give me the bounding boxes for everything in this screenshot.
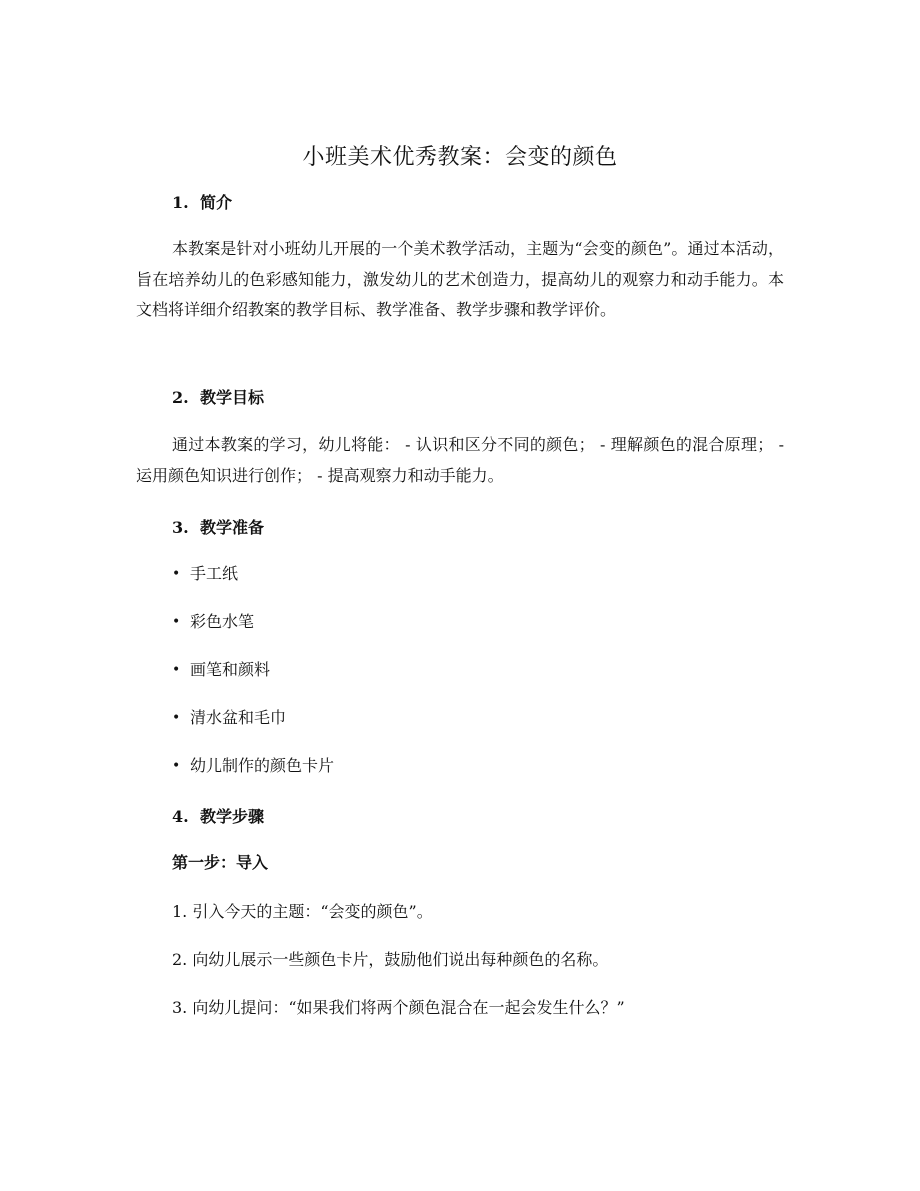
section-number: 1.	[172, 193, 189, 212]
section-heading-steps	[172, 804, 264, 827]
step-one-heading: 第一步：导入	[172, 853, 269, 872]
section-heading-objectives	[172, 385, 264, 408]
section-heading-intro	[172, 190, 232, 213]
step-list	[172, 898, 625, 1042]
list-item: 3. 向幼儿提问：“如果我们将两个颜色混合在一起会发生什么？”	[172, 998, 625, 1017]
section-heading-preparation	[172, 515, 264, 538]
section-number: 2.	[172, 388, 189, 407]
section-number: 3.	[172, 518, 189, 537]
intro-paragraph: 本教案是针对小班幼儿开展的一个美术教学活动，主题为“会变的颜色”。通过本活动，旨在培养幼儿的色彩感知能力，激发幼儿的艺术创造力，提高幼儿的观察力和动手能力。本文档将详细介绍教案的教学目标、教学准备、教学步骤和教学评价。	[136, 239, 784, 319]
list-item: 2. 向幼儿展示一些颜色卡片，鼓励他们说出每种颜色的名称。	[172, 950, 609, 969]
bullet: •	[172, 566, 181, 582]
document-title: 小班美术优秀教案：会变的颜色	[302, 145, 618, 170]
section-number: 4.	[172, 807, 189, 826]
bullet: •	[172, 662, 181, 678]
section-title: 教学目标	[200, 388, 265, 407]
bullet: •	[172, 710, 181, 726]
list-item: • 手工纸	[172, 560, 334, 608]
list-item: 1. 引入今天的主题：“会变的颜色”。	[172, 902, 433, 921]
list-item: • 彩色水笔	[172, 608, 334, 656]
section-title: 教学准备	[200, 518, 265, 537]
list-item: • 画笔和颜料	[172, 656, 334, 704]
list-item: • 幼儿制作的颜色卡片	[172, 752, 334, 800]
bullet: •	[172, 758, 181, 774]
section-title: 简介	[200, 193, 233, 212]
section-title: 教学步骤	[200, 807, 265, 826]
bullet: •	[172, 614, 181, 630]
materials-list	[172, 560, 334, 800]
list-item: • 清水盆和毛巾	[172, 704, 334, 752]
objectives-paragraph: 通过本教案的学习，幼儿将能： - 认识和区分不同的颜色； - 理解颜色的混合原理； - 运用颜色知识进行创作； - 提高观察力和动手能力。	[136, 435, 784, 485]
